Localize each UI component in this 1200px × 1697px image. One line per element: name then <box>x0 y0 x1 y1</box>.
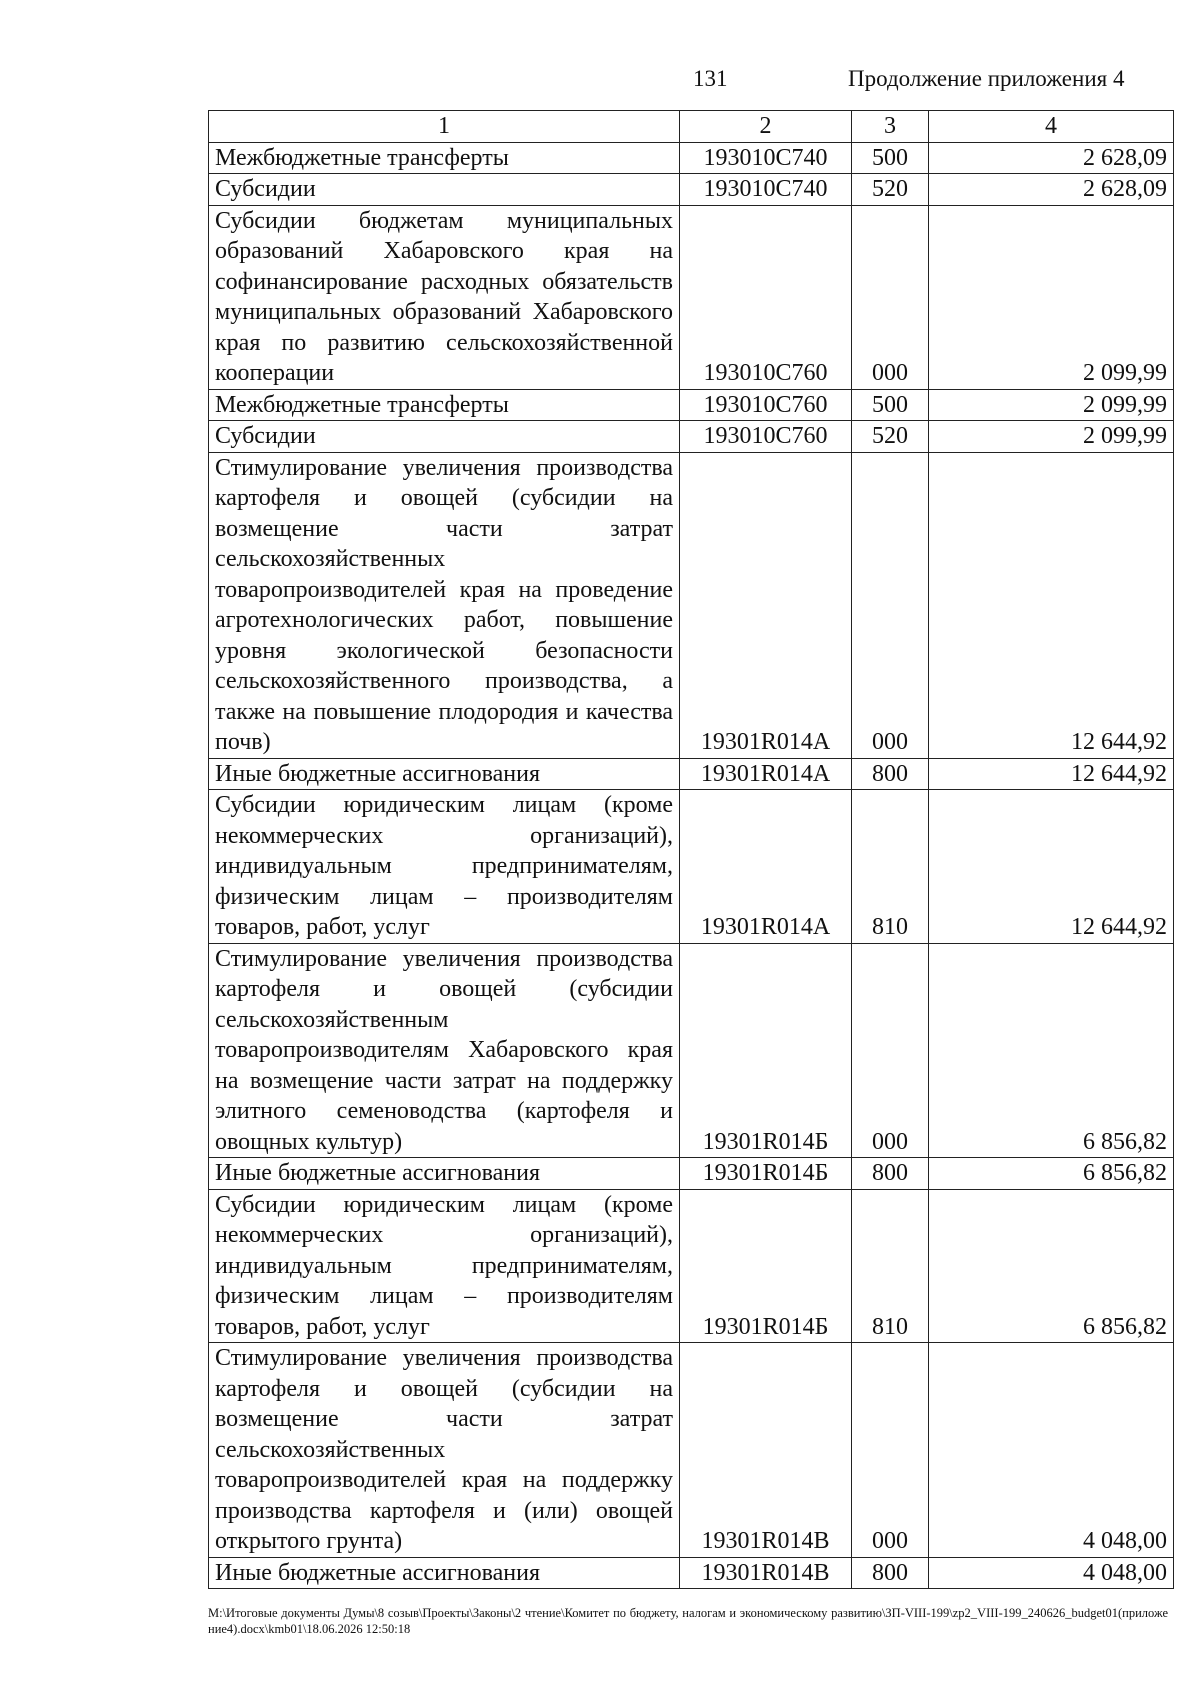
row-name: Межбюджетные трансферты <box>209 142 680 174</box>
table-row <box>209 1343 1174 1558</box>
table-row <box>209 142 1174 174</box>
row-name: Иные бюджетные ассигнования <box>209 758 680 790</box>
row-sum: 2 628,09 <box>929 174 1174 206</box>
row-type: 800 <box>852 1557 929 1589</box>
row-type: 520 <box>852 174 929 206</box>
table-row <box>209 943 1174 1158</box>
row-sum: 2 628,09 <box>929 142 1174 174</box>
table-row <box>209 389 1174 421</box>
column-header-4: 4 <box>929 111 1174 143</box>
table-row <box>209 758 1174 790</box>
row-code: 19301R014Б <box>680 1189 852 1343</box>
row-code: 193010C740 <box>680 174 852 206</box>
row-name: Иные бюджетные ассигнования <box>209 1557 680 1589</box>
row-sum: 4 048,00 <box>929 1557 1174 1589</box>
column-header-1: 1 <box>209 111 680 143</box>
row-type: 000 <box>852 1343 929 1558</box>
table-row <box>209 1557 1174 1589</box>
row-name: Субсидии <box>209 174 680 206</box>
table-row <box>209 205 1174 389</box>
row-type: 000 <box>852 943 929 1158</box>
row-name: Субсидии <box>209 421 680 453</box>
row-type: 800 <box>852 1158 929 1190</box>
row-code: 19301R014A <box>680 758 852 790</box>
row-name: Субсидии бюджетам муниципальных образований Хабаровского края на софинансирование расходных обязательств муниципальных образований Хабаровского края по развитию сельскохозяйственной кооперации <box>209 205 680 389</box>
row-name: Стимулирование увеличения производства картофеля и овощей (субсидии на возмещение части затрат сельскохозяйственных товаропроизводителей края на поддержку производства картофеля и (или) овощей открытого грунта) <box>209 1343 680 1558</box>
table-row <box>209 1189 1174 1343</box>
row-code: 19301R014A <box>680 790 852 944</box>
row-type: 500 <box>852 142 929 174</box>
header-row <box>209 111 1174 143</box>
row-sum: 12 644,92 <box>929 758 1174 790</box>
row-code: 19301R014Б <box>680 943 852 1158</box>
table-row <box>209 452 1174 758</box>
row-name: Межбюджетные трансферты <box>209 389 680 421</box>
row-sum: 2 099,99 <box>929 205 1174 389</box>
row-type: 800 <box>852 758 929 790</box>
row-code: 19301R014В <box>680 1557 852 1589</box>
row-type: 500 <box>852 389 929 421</box>
row-type: 810 <box>852 1189 929 1343</box>
row-type: 000 <box>852 205 929 389</box>
column-header-3: 3 <box>852 111 929 143</box>
row-code: 193010C760 <box>680 421 852 453</box>
row-name: Субсидии юридическим лицам (кроме некоммерческих организаций), индивидуальным предпринимателям, физическим лицам – производителям товаров, работ, услуг <box>209 1189 680 1343</box>
row-name: Иные бюджетные ассигнования <box>209 1158 680 1190</box>
budget-table <box>208 110 1174 1589</box>
page-continuation-note: Продолжение приложения 4 <box>848 66 1125 91</box>
row-sum: 12 644,92 <box>929 790 1174 944</box>
page-number: 131 <box>693 66 728 91</box>
column-header-2: 2 <box>680 111 852 143</box>
row-sum: 6 856,82 <box>929 1158 1174 1190</box>
table-row <box>209 421 1174 453</box>
row-code: 193010C740 <box>680 142 852 174</box>
row-code: 19301R014В <box>680 1343 852 1558</box>
table-row <box>209 174 1174 206</box>
row-sum: 2 099,99 <box>929 421 1174 453</box>
row-name: Стимулирование увеличения производства картофеля и овощей (субсидии сельскохозяйственным товаропроизводителям Хабаровского края на возмещение части затрат на поддержку элитного семеноводства (картофеля и овощных культур) <box>209 943 680 1158</box>
row-type: 810 <box>852 790 929 944</box>
row-sum: 4 048,00 <box>929 1343 1174 1558</box>
row-code: 193010C760 <box>680 389 852 421</box>
document-path-footer: M:\Итоговые документы Думы\8 созыв\Проекты\Законы\2 чтение\Комитет по бюджету, налогам и экономическому развитию\ЗП-VIII-199\zp2_VIII-199_240626_budget01(приложение4).docx\kmb01\18.06.2026 12:50:18 <box>208 1606 1168 1636</box>
row-sum: 6 856,82 <box>929 1189 1174 1343</box>
row-sum: 6 856,82 <box>929 943 1174 1158</box>
row-code: 193010C760 <box>680 205 852 389</box>
table-row <box>209 1158 1174 1190</box>
row-type: 520 <box>852 421 929 453</box>
row-sum: 2 099,99 <box>929 389 1174 421</box>
row-name: Субсидии юридическим лицам (кроме некоммерческих организаций), индивидуальным предпринимателям, физическим лицам – производителям товаров, работ, услуг <box>209 790 680 944</box>
row-type: 000 <box>852 452 929 758</box>
row-name: Стимулирование увеличения производства картофеля и овощей (субсидии на возмещение части затрат сельскохозяйственных товаропроизводителей края на проведение агротехнологических работ, повышение уровня экологической безопасности сельскохозяйственного производства, а также на повышение плодородия и качества почв) <box>209 452 680 758</box>
row-sum: 12 644,92 <box>929 452 1174 758</box>
row-code: 19301R014Б <box>680 1158 852 1190</box>
row-code: 19301R014A <box>680 452 852 758</box>
table-row <box>209 790 1174 944</box>
